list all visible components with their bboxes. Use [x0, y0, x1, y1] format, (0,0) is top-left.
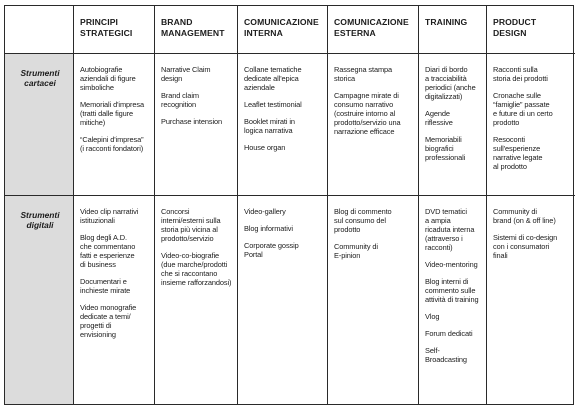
column-header: COMUNICAZIONE ESTERNA	[334, 17, 409, 38]
column-header: PRINCIPI STRATEGICI	[80, 17, 133, 38]
list-item: Community di E-pinion	[334, 242, 378, 260]
list-item: Documentari e inchieste mirate	[80, 277, 131, 295]
list-item: Agende riflessive	[425, 109, 453, 127]
list-item: Purchase intension	[161, 117, 223, 126]
list-item: Video-gallery	[244, 207, 286, 216]
list-item: Blog interni di commento sulle attività di training	[425, 277, 479, 304]
list-item: Sistemi di co-design con i consumatori finali	[493, 233, 558, 260]
list-item: Video-mentoring	[425, 260, 478, 269]
list-item: Video clip narrativi istituzionali	[80, 207, 139, 225]
entry-list	[425, 207, 482, 364]
entry-list	[80, 65, 150, 153]
table-cell	[487, 54, 575, 196]
column-header: TRAINING	[425, 17, 468, 27]
table-cell	[328, 54, 419, 196]
corner-cell	[5, 6, 74, 54]
list-item: House organ	[244, 143, 286, 152]
column-header-cell	[419, 6, 487, 54]
list-item: DVD tematici a ampia ricaduta interna (attraverso i racconti)	[425, 207, 475, 252]
list-item: Autobiografie aziendali di figure simboliche	[80, 65, 136, 92]
list-item: Memoriabili biografici professionali	[425, 135, 466, 162]
entry-list	[493, 65, 571, 171]
list-item: Resoconti sull'esperienze narrative legate al prodotto	[493, 135, 543, 171]
list-item: Concorsi interni/esterni sulla storia più vicina al prodotto/servizio	[161, 207, 221, 243]
column-header-cell	[328, 6, 419, 54]
row-label-cell	[5, 54, 74, 196]
entry-list	[334, 65, 414, 136]
column-header-cell	[155, 6, 238, 54]
table-cell	[328, 196, 419, 404]
list-item: Campagne mirate di consumo narrativo (costruire intorno al prodotto/servizio una narrazione efficace	[334, 91, 401, 136]
list-item: Cronache sulle “famiglie” passate e future di un certo prodotto	[493, 91, 553, 127]
row-label-cell	[5, 196, 74, 404]
table-cell	[238, 54, 328, 196]
entry-list	[80, 207, 150, 339]
table-cell	[74, 54, 155, 196]
column-header-cell	[487, 6, 575, 54]
list-item: “Calepini d'impresa” (i racconti fondatori)	[80, 135, 144, 153]
table-cell	[155, 54, 238, 196]
entry-list	[161, 65, 233, 126]
list-item: Blog degli A.D. che commentano fatti e esperienze di business	[80, 233, 136, 269]
list-item: Forum dedicati	[425, 329, 473, 338]
list-item: Blog di commento sul consumo del prodotto	[334, 207, 392, 234]
list-item: Diari di bordo a tracciabilità periodici (anche digitalizzati)	[425, 65, 476, 101]
list-item: Community di brand (on & off line)	[493, 207, 556, 225]
row-label: Strumenti cartacei	[20, 68, 60, 88]
list-item: Self- Broadcasting	[425, 346, 467, 364]
table-cell	[487, 196, 575, 404]
column-header: COMUNICAZIONE INTERNA	[244, 17, 319, 38]
entry-list	[161, 207, 233, 287]
entry-list	[244, 65, 323, 152]
column-header-cell	[74, 6, 155, 54]
entry-list	[244, 207, 323, 259]
list-item: Booklet mirati in logica narrativa	[244, 117, 295, 135]
list-item: Memoriali d'impresa (tratti dalle figure mitiche)	[80, 100, 144, 127]
list-item: Video-co-biografie (due marche/prodotti che si raccontano insieme rafforzandosi)	[161, 251, 232, 287]
table-cell	[74, 196, 155, 404]
table-cell	[155, 196, 238, 404]
table-cell	[238, 196, 328, 404]
column-header: PRODUCT DESIGN	[493, 17, 537, 38]
strumenti-table	[4, 5, 574, 405]
table-cell	[419, 196, 487, 404]
list-item: Vlog	[425, 312, 440, 321]
entry-list	[334, 207, 414, 260]
list-item: Narrative Claim design	[161, 65, 211, 83]
row-label: Strumenti digitali	[20, 210, 60, 230]
list-item: Brand claim recognition	[161, 91, 199, 109]
list-item: Blog informativi	[244, 224, 293, 233]
list-item: Corporate gossip Portal	[244, 241, 299, 259]
column-header-cell	[238, 6, 328, 54]
entry-list	[425, 65, 482, 162]
list-item: Collane tematiche dedicate all'epica aziendale	[244, 65, 302, 92]
list-item: Rassegna stampa storica	[334, 65, 393, 83]
table-cell	[419, 54, 487, 196]
list-item: Racconti sulla storia dei prodotti	[493, 65, 548, 83]
list-item: Leaflet testimonial	[244, 100, 302, 109]
list-item: Video monografie dedicate a temi/ progetti di envisioning	[80, 303, 137, 339]
entry-list	[493, 207, 571, 260]
column-header: BRAND MANAGEMENT	[161, 17, 225, 38]
